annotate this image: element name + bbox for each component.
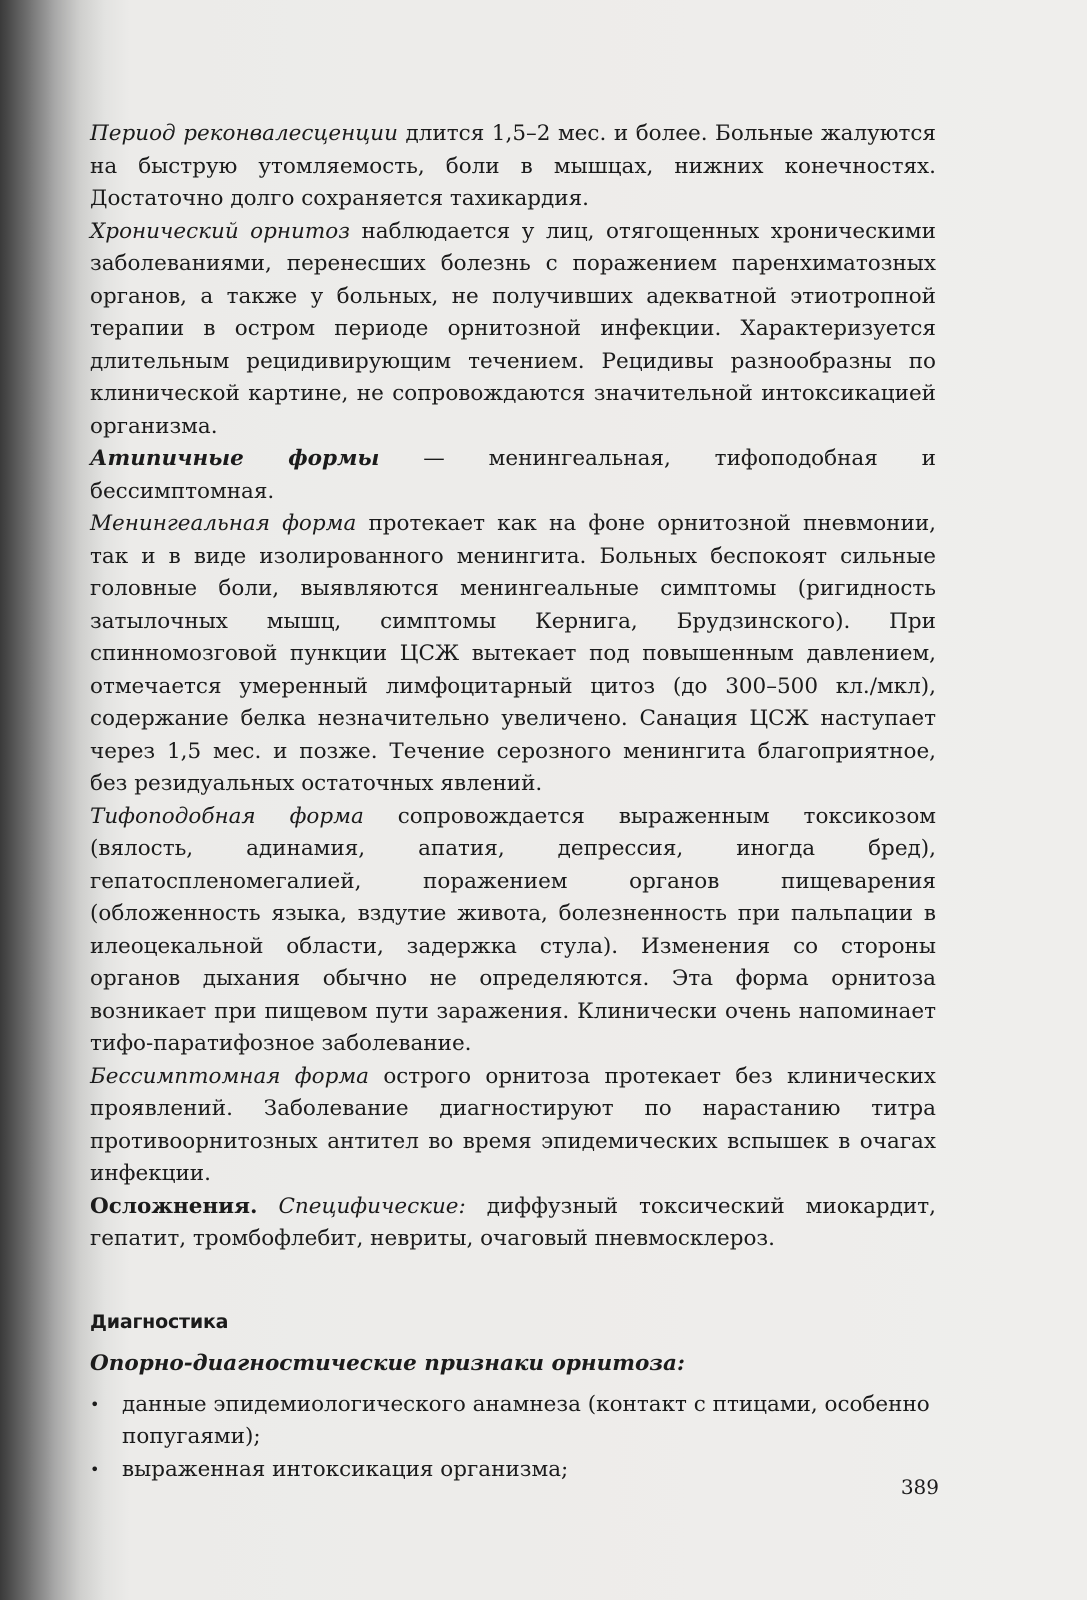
term-asymptomatic: Бессимптомная форма <box>90 1063 369 1089</box>
paragraph-complications: Осложнения. Специфические: диффузный токсический миокардит, гепатит, тромбофлебит, невриты, очаговый пневмосклероз. <box>90 1193 936 1251</box>
term-convalescence: Период реконвалесценции <box>90 121 398 146</box>
paragraph-meningeal: Менингеальная форма протекает как на фоне орнитозной пневмонии, так и в виде изолированного менингита. Больных беспокоят сильные головные боли, выявляются менингеальные симптомы (ригидность затылочных мышц, симптомы Кернига, Брудзинского). При спинномозговой пункции ЦСЖ вытекает под повышенным давлением, отмечается умеренный лимфоцитарный цитоз (до 300–500 кл./мкл), содержание белка незначительно увеличено. Санация ЦСЖ наступает через 1,5 мес. и позже. Течение серозного менингита благоприятное, без резидуальных остаточных явлений. <box>90 511 936 796</box>
term-meningeal: Менингеальная форма <box>90 511 357 536</box>
paragraph-typhoid: Тифоподобная форма сопровождается выраженным токсикозом (вялость, адинамия, апатия, депрессия, иногда бред), гепатоспленомегалией, поражением органов пищеварения (обложенность языка, вздутие живота, болезненность при пальпации в илеоцекальной области, задержка стула). Изменения со стороны органов дыхания обычно не определяются. Эта форма орнитоза возникает при пищевом пути заражения. Клинически очень напоминает тифо-паратифозное заболевание. <box>90 803 936 1056</box>
term-specific: Специфические: <box>278 1193 466 1219</box>
paragraph-atypical: Атипичные формы — менингеальная, тифоподобная и бессимптомная. <box>90 446 936 504</box>
page-content <box>90 118 936 1486</box>
paragraph-asymptomatic: Бессимптомная форма острого орнитоза протекает без клинических проявлений. Заболевание диагностируют по нарастанию титра противоорнитозных антител во время эпидемических вспышек в очагах инфекции. <box>90 1063 936 1186</box>
paragraph-convalescence: Период реконвалесценции длится 1,5–2 мес. и более. Больные жалуются на быструю утомляемость, боли в мышцах, нижних конечностях. Достаточно долго сохраняется тахикардия. <box>90 121 936 211</box>
section-heading: Диагностика <box>90 1310 229 1333</box>
term-typhoid: Тифоподобная форма <box>90 803 364 829</box>
term-complications: Осложнения. <box>90 1193 258 1219</box>
term-atypical: Атипичные формы <box>90 446 380 471</box>
paragraph-chronic: Хронический орнитоз наблюдается у лиц, отягощенных хроническими заболеваниями, перенесших болезнь с поражением паренхиматозных органов, а также у больных, не получивших адекватной этиотропной терапии в остром периоде орнитозной инфекции. Характеризуется длительным рецидивирующим течением. Рецидивы разнообразны по клинической картине, не сопровождаются значительной интоксикацией организма. <box>90 218 936 439</box>
bullet-list <box>90 1389 936 1487</box>
page-number: 389 <box>900 1475 939 1499</box>
term-chronic: Хронический орнитоз <box>90 218 350 244</box>
list-item: • данные эпидемиологического анамнеза (контакт с птицами, особенно попугаями); <box>90 1389 936 1454</box>
subheading: Опорно-диагностические признаки орнитоза: <box>90 1351 685 1376</box>
list-item: • выраженная интоксикация организма; <box>90 1454 936 1487</box>
